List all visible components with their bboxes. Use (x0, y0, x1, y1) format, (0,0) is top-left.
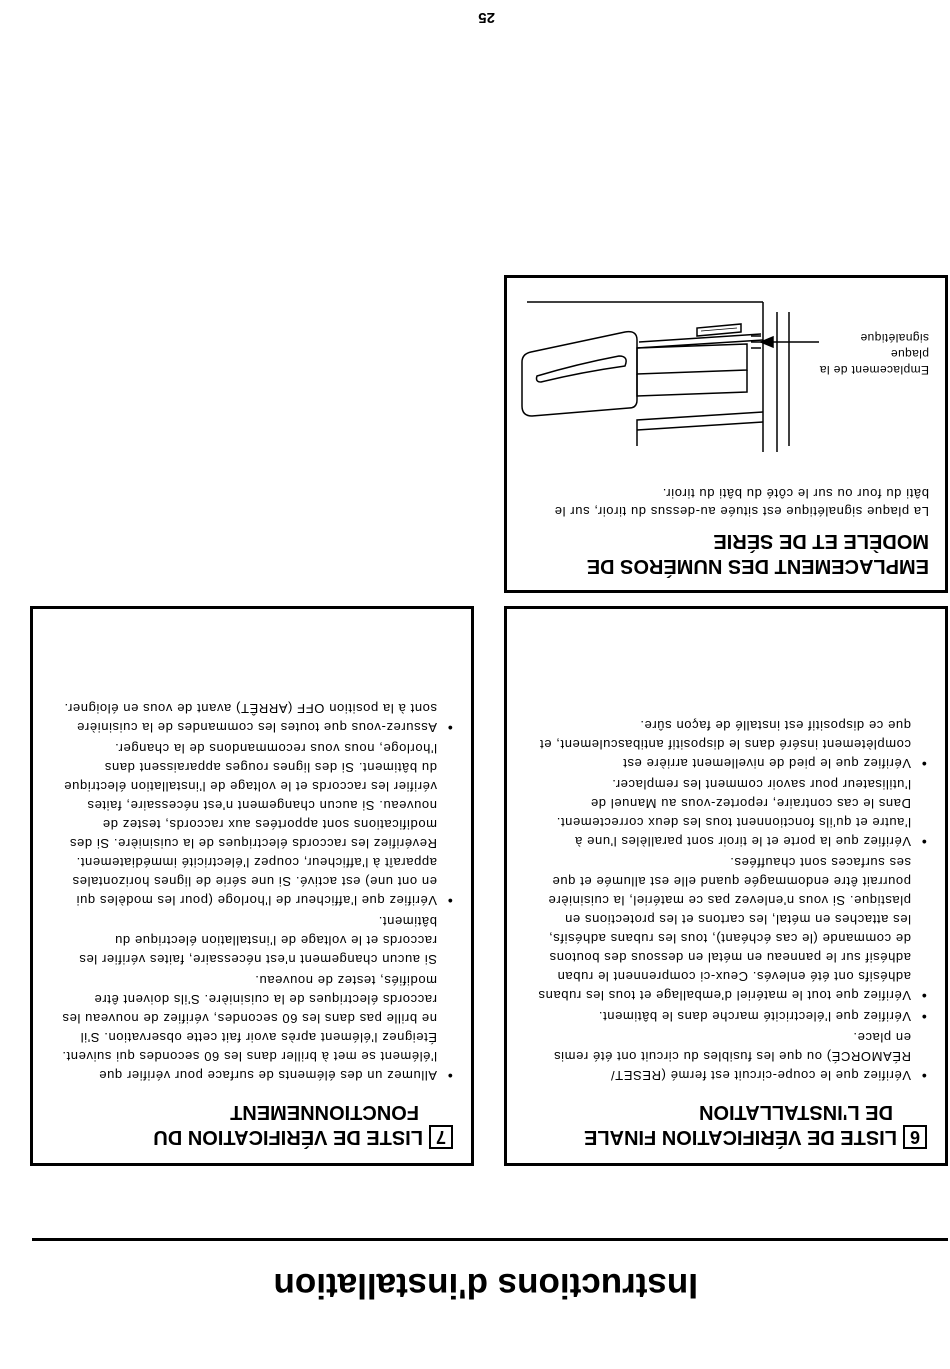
list-item: ● Vérifiez que tout le matériel d'emballage et tous les rubans adhésifs ont été enlevés. Ceux-ci comprennent le ruban adhésif sur le panneau en métal en dessous des boutons de commande (le cas échéant), tous les rubans adhésifs, les attaches en métal, les cartons et les protections en plastique. Si vous n'enlevez pas ce matériel, la cuisinière pourrait être endommagée quand elle est allumée et que ses surfaces sont chauffées. (535, 853, 927, 1005)
section-final-checklist-title-line2: DE L'INSTALLATION (699, 1101, 893, 1123)
section-serial-location-title (507, 528, 929, 578)
section-number-7: 7 (429, 1125, 453, 1149)
page-number: 25 (478, 9, 495, 26)
section-operation-checklist-title-line1: LISTE DE VÉRIFICATION DU (153, 1126, 423, 1148)
operation-checklist-items (61, 699, 453, 1085)
final-checklist-items (535, 716, 927, 1085)
section-operation-checklist (30, 606, 474, 1166)
section-final-checklist-title-line1: LISTE DE VÉRIFICATION FINALE (584, 1126, 897, 1148)
section-serial-location-title-line1: EMPLACEMENT DES NUMÉROS DE (586, 555, 929, 577)
list-item-paragraph: ● Allumez un des éléments de surface pour vérifier que l'élément se met à briller dans les 60 secondes qui suivent. Éteignez l'élément après avoir fait cette observation. S'il ne brille pas dans les 60 secondes, vérifiez de nouveau les raccords électriques de la cuisinière. S'ils doivent être modifiés, testez de nouveau. (61, 973, 437, 1083)
section-final-checklist-heading (507, 1099, 927, 1149)
list-item: ● Assurez-vous que toutes les commandes de la cuisinière sont à la position OFF (ARRÊT) avant de vous en éloigner. (61, 699, 453, 737)
section-serial-location-body: La plaque signalétique est située au-dessus du tiroir, sur le bâti du four ou sur le côté du bâti du tiroir. (554, 486, 929, 519)
list-item (61, 912, 453, 1085)
title-rule (32, 1238, 948, 1241)
list-item-paragraph: Si aucun changement n'est nécessaire, faites vérifier les raccords et le voltage de l'installation électrique du bâtiment. (78, 914, 437, 967)
list-item: ● Vérifiez que l'électricité marche dans le bâtiment. (535, 1007, 927, 1026)
list-item: ● Vérifiez que le coupe-circuit est fermé (RESET/ RÉAMORCÉ) ou que les fusibles du circuit ont été remis en place. (535, 1028, 927, 1085)
list-item: ● Vérifiez que la porte et le tiroir sont parallèles l'une à l'autre et qu'ils fonctionnent tous les deux correctement. Dans le cas contraire, reportez-vous au Manuel de l'utilisateur pour savoir comment les remplacer. (535, 775, 927, 851)
section-serial-location (504, 275, 948, 593)
page-title: Instructions d'installation (273, 1266, 698, 1305)
nameplate-callout: Emplacement de la plaque signalétique (819, 331, 929, 377)
section-number-6: 6 (903, 1125, 927, 1149)
section-operation-checklist-heading (33, 1099, 453, 1149)
section-serial-location-title-line2: MODÈLE ET DE SÉRIE (713, 530, 929, 552)
list-item: ● Vérifiez que le pied de nivellement arrière est complètement inséré dans le dispositif antibasculement, et que ce dispositif est installé de façon sûre. (535, 716, 927, 773)
section-final-checklist (504, 606, 948, 1166)
list-item: ● Vérifiez que l'afficheur de l'horloge (pour les modèles qui en ont une) est activé. Si une série de lignes horizontales apparaît à l'afficheur, coupez l'électricité immédiatement. Revérifiez les raccords électriques de la cuisinière. Si des modifications sont apportées aux raccords, testez de nouveau. Si aucun changement n'est nécessaire, faites vérifier les raccords et le voltage de l'installation électrique du bâtiment. Si des lignes rouges apparaissent dans l'horloge, nous vous recommandons de la changer. (61, 739, 453, 910)
section-operation-checklist-title-line2: FONCTIONNEMENT (230, 1101, 419, 1123)
